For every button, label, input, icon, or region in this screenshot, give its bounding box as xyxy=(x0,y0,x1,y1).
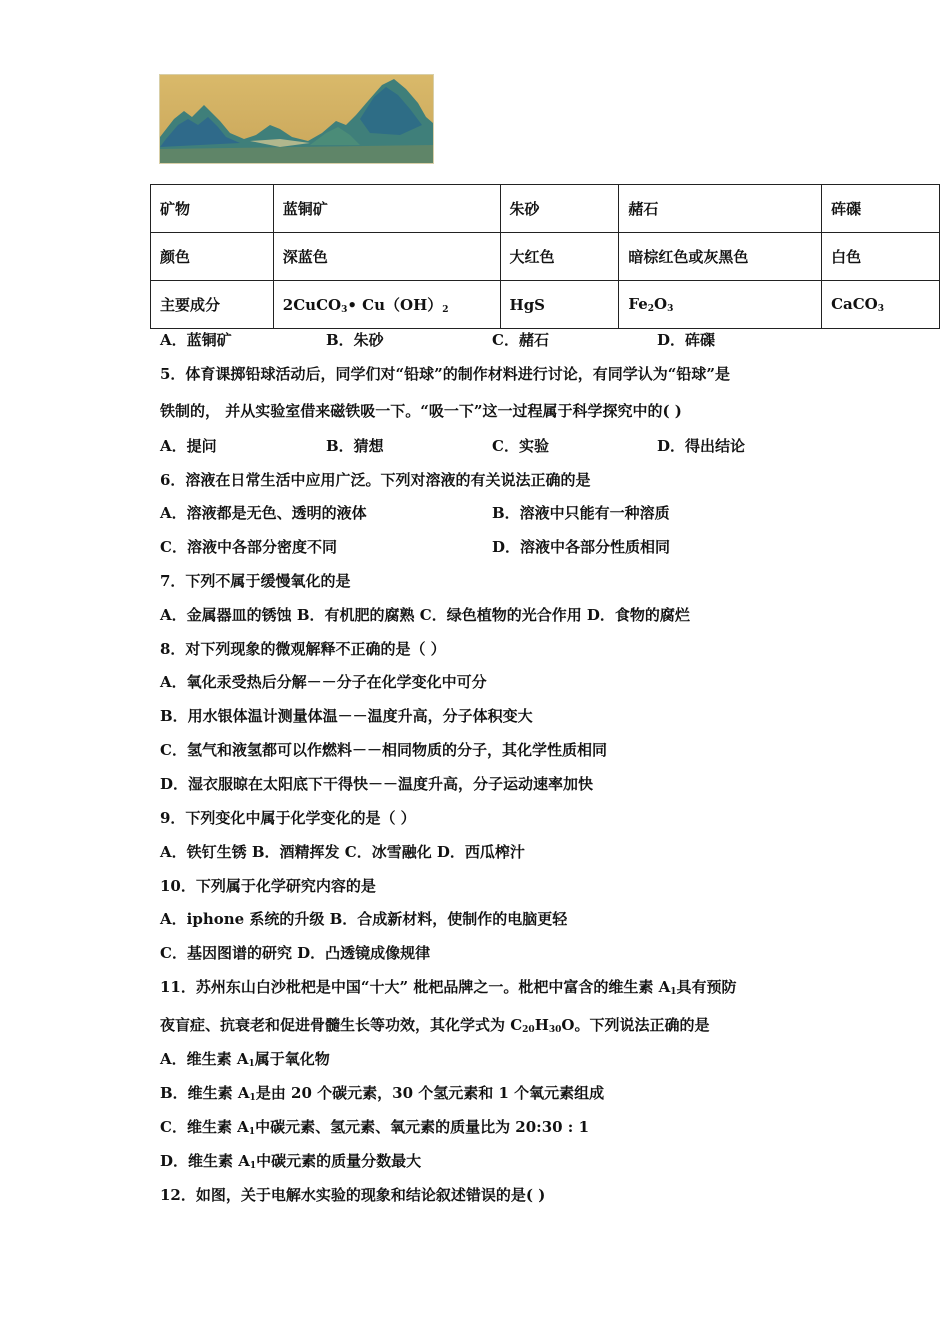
q5-option-b: B．猜想 xyxy=(326,437,384,455)
q8-option-c: C．氢气和液氢都可以作燃料－－相同物质的分子，其化学性质相同 xyxy=(160,741,607,759)
q10-options-row2: C．基因图谱的研究 D．凸透镜成像规律 xyxy=(160,944,431,962)
q4-option-b: B．朱砂 xyxy=(326,331,384,349)
q5-stem-line1: 5．体育课掷铅球活动后，同学们对“铅球”的制作材料进行讨论，有同学认为“铅球”是 xyxy=(160,365,730,383)
q8-option-a: A．氧化汞受热后分解－－分子在化学变化中可分 xyxy=(160,673,487,691)
q8-stem: 8．对下列现象的微观解释不正确的是（ ） xyxy=(160,640,446,658)
q11-stem-line2: 夜盲症、抗衰老和促进骨髓生长等功效，其化学式为 $C_{20}H_{30}O$。下列说法正确的是 xyxy=(160,1016,710,1035)
q4-option-d: D．砗磲 xyxy=(657,331,716,349)
table-cell: 赭石 xyxy=(619,185,822,233)
q4-option-a: A．蓝铜矿 xyxy=(160,331,232,349)
q11-option-c: C．维生素 $A_1$中碳元素、氢元素、氧元素的质量比为 20:30 : 1 xyxy=(160,1118,590,1137)
table-row xyxy=(151,233,940,281)
q6-option-a: A．溶液都是无色、透明的液体 xyxy=(160,504,367,522)
q11-option-b: B．维生素 $A_1$是由 20 个碳元素，30 个氢元素和 1 个氧元素组成 xyxy=(160,1084,605,1103)
table-cell: 颜色 xyxy=(151,233,274,281)
q5-option-d: D．得出结论 xyxy=(657,437,746,455)
table-row xyxy=(151,281,940,329)
q7-stem: 7．下列不属于缓慢氧化的是 xyxy=(160,572,351,590)
table-cell: 砗磲 xyxy=(822,185,940,233)
table-cell: 朱砂 xyxy=(500,185,619,233)
q9-options: A．铁钉生锈 B．酒精挥发 C．冰雪融化 D．西瓜榨汁 xyxy=(160,843,525,861)
formula-azurite: 2CuCO$_3$• $Cu(OH)_2$ xyxy=(273,281,500,329)
q12-stem: 12．如图，关于电解水实验的现象和结论叙述错误的是( ) xyxy=(160,1186,546,1204)
formula-cinnabar: HgS xyxy=(500,281,619,329)
q11-option-a: A．维生素 $A_1$属于氧化物 xyxy=(160,1050,330,1069)
formula-ochre: $Fe_2O_3$ xyxy=(619,281,822,329)
q6-stem: 6．溶液在日常生活中应用广泛。下列对溶液的有关说法正确的是 xyxy=(160,471,591,489)
q5-option-c: C．实验 xyxy=(492,437,549,455)
minerals-table xyxy=(150,184,940,329)
table-cell: 蓝铜矿 xyxy=(273,185,500,233)
table-cell: 白色 xyxy=(822,233,940,281)
q8-option-d: D．湿衣服晾在太阳底下干得快－－温度升高，分子运动速率加快 xyxy=(160,775,594,793)
q5-stem-line2: 铁制的， 并从实验室借来磁铁吸一下。“吸一下”这一过程属于科学探究中的( ) xyxy=(160,402,682,420)
q9-stem: 9．下列变化中属于化学变化的是（ ） xyxy=(160,809,416,827)
formula-clam: CaCO$_3$ xyxy=(822,281,940,329)
q5-option-a: A．提问 xyxy=(160,437,217,455)
q11-stem-line1: 11．苏州东山白沙枇杷是中国“十大” 枇杷品牌之一。枇杷中富含的维生素 $A_1$具有预防 xyxy=(160,978,737,997)
table-cell: 大红色 xyxy=(500,233,619,281)
q6-option-b: B．溶液中只能有一种溶质 xyxy=(492,504,670,522)
landscape-painting-image xyxy=(159,74,434,164)
q7-options: A．金属器皿的锈蚀 B．有机肥的腐熟 C．绿色植物的光合作用 D．食物的腐烂 xyxy=(160,606,690,624)
q10-stem: 10．下列属于化学研究内容的是 xyxy=(160,877,376,895)
q4-option-c: C．赭石 xyxy=(492,331,549,349)
table-cell: 矿物 xyxy=(151,185,274,233)
table-cell: 暗棕红色或灰黑色 xyxy=(619,233,822,281)
table-cell: 深蓝色 xyxy=(273,233,500,281)
q10-options-row1: A．iphone 系统的升级 B．合成新材料，使制作的电脑更轻 xyxy=(160,910,568,928)
table-row xyxy=(151,185,940,233)
q6-option-c: C．溶液中各部分密度不同 xyxy=(160,538,337,556)
q8-option-b: B．用水银体温计测量体温－－温度升高，分子体积变大 xyxy=(160,707,533,725)
table-cell: 主要成分 xyxy=(151,281,274,329)
q6-option-d: D．溶液中各部分性质相同 xyxy=(492,538,671,556)
q11-option-d: D．维生素 $A_1$中碳元素的质量分数最大 xyxy=(160,1152,422,1171)
